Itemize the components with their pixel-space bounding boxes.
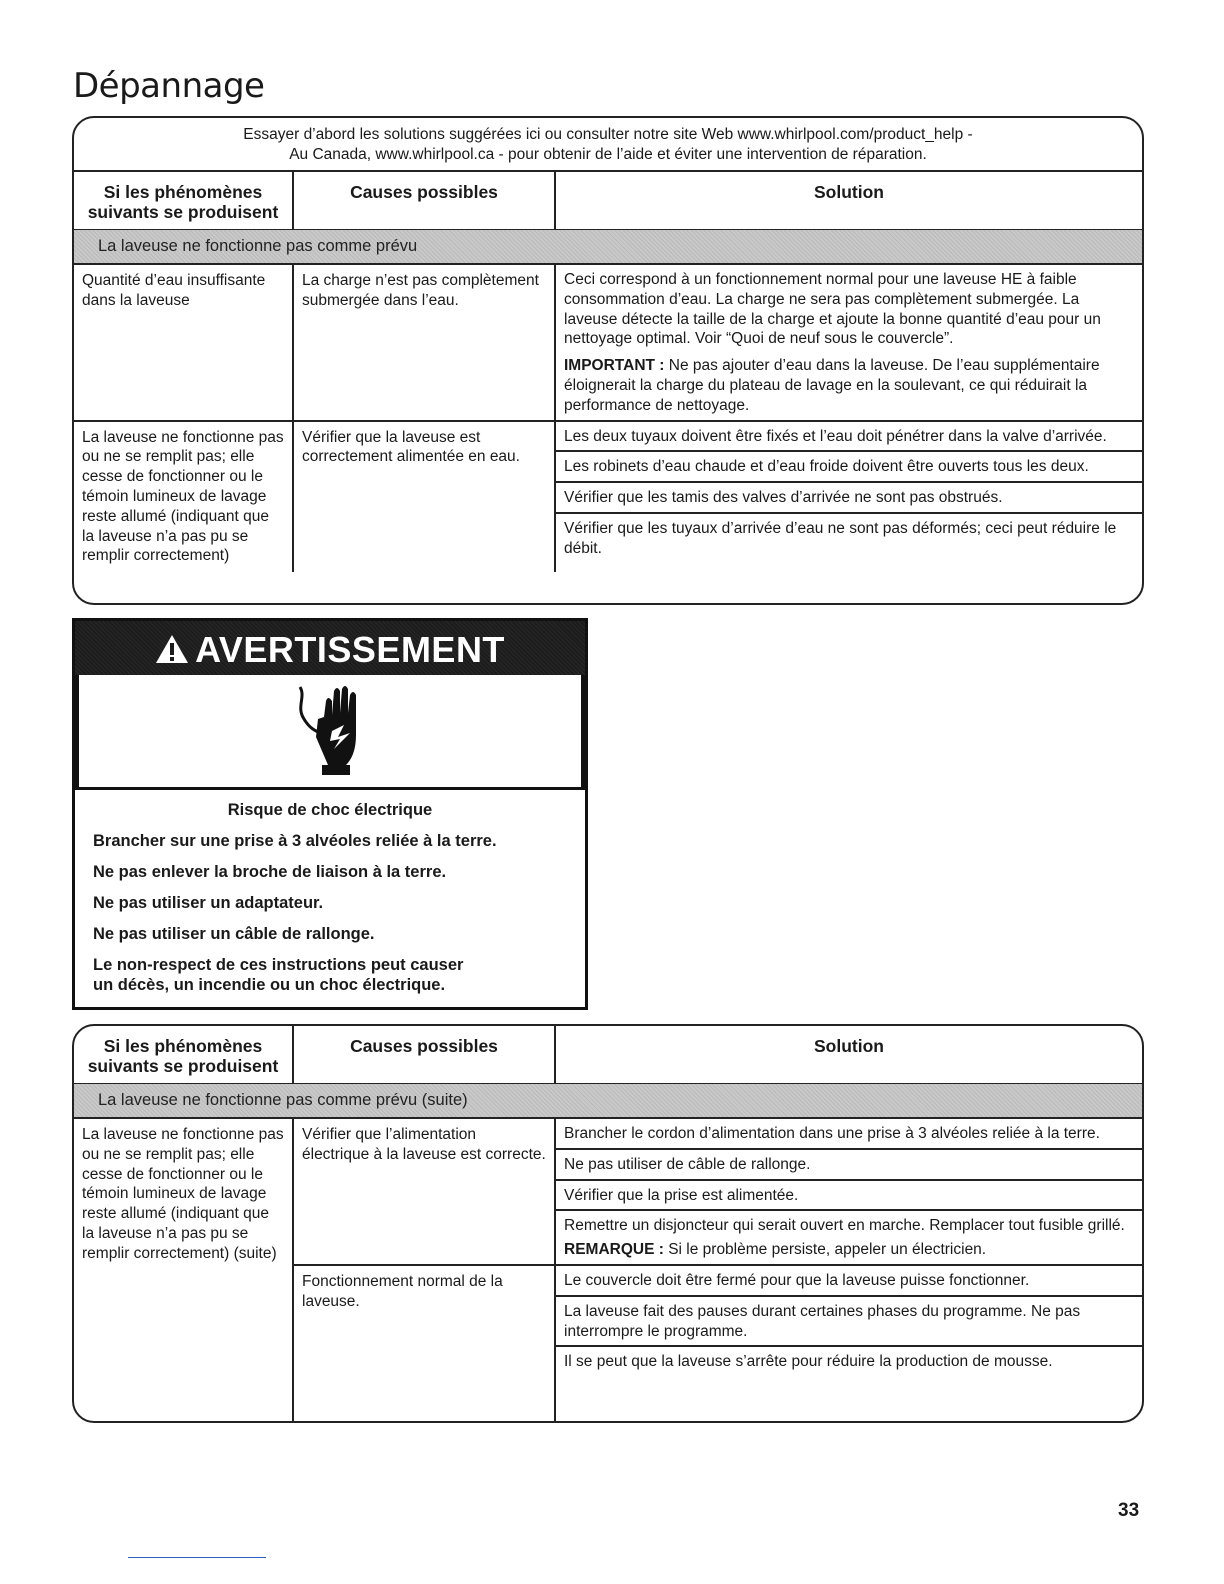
warning-triangle-icon: [155, 623, 189, 681]
solution-item: Vérifier que les tamis des valves d’arrivée ne sont pas obstrués.: [556, 483, 1142, 514]
warning-title: AVERTISSEMENT: [195, 629, 505, 670]
header-causes: Causes possibles: [294, 172, 556, 229]
cause-group: [294, 1266, 1142, 1423]
solution-cell: [556, 1266, 1142, 1423]
table-2-header: [74, 1026, 1142, 1084]
footer-line: [128, 1557, 266, 1558]
cause-cell: Vérifier que la laveuse est correctement alimentée en eau.: [294, 422, 556, 573]
phenomenon-cell: La laveuse ne fonctionne pas ou ne se remplit pas; elle cesse de fonctionner ou le témoin lumineux de lavage reste allumé (indiquant que la laveuse n’a pas pu se remplir correctement) (suite): [74, 1119, 294, 1423]
solution-cell: [556, 1119, 1142, 1264]
cause-group: [294, 1119, 1142, 1266]
remark-text: Si le problème persiste, appeler un électricien.: [663, 1241, 987, 1259]
warning-consequence: [93, 955, 567, 995]
cause-solution-groups: [294, 1119, 1142, 1423]
solution-item: Vérifier que la prise est alimentée.: [556, 1181, 1142, 1212]
solution-paragraph: Ceci correspond à un fonctionnement normal pour une laveuse HE à faible consommation d’eau. La charge ne sera pas complètement submergée. La laveuse détecte la taille de la charge et ajoute la bonne quantité d’eau pour un nettoyage optimal. Voir “Quoi de neuf sous le couvercle”.: [564, 271, 1101, 348]
troubleshooting-table-2: [72, 1024, 1144, 1423]
section-bar: La laveuse ne fonctionne pas comme prévu (suite): [74, 1084, 1142, 1119]
solution-cell: [556, 422, 1142, 573]
solution-item: Les robinets d’eau chaude et d’eau froide doivent être ouverts tous les deux.: [556, 452, 1142, 483]
phenomenon-cell: La laveuse ne fonctionne pas ou ne se remplit pas; elle cesse de fonctionner ou le témoin lumineux de lavage reste allumé (indiquant que la laveuse n’a pas pu se remplir correctement): [74, 422, 294, 573]
warning-box: [72, 618, 588, 1010]
solution-remark: [564, 1240, 1134, 1260]
solution-item: Le couvercle doit être fermé pour que la laveuse puisse fonctionner.: [556, 1266, 1142, 1297]
important-text: Ne pas ajouter d’eau dans la laveuse. De l’eau supplémentaire éloignerait la charge du plateau de lavage en la soulevant, ce qui réduirait la performance de nettoyage.: [564, 357, 1100, 414]
solution-item: Brancher le cordon d’alimentation dans une prise à 3 alvéoles reliée à la terre.: [556, 1119, 1142, 1150]
header-solution: Solution: [814, 182, 884, 202]
important-label: IMPORTANT :: [564, 357, 665, 375]
intro-line-2: Au Canada, www.whirlpool.ca - pour obtenir de l’aide et éviter une intervention de réparation.: [289, 146, 927, 163]
warning-pictogram: [75, 675, 585, 790]
solution-paragraph: Remettre un disjoncteur qui serait ouvert en marche. Remplacer tout fusible grillé.: [564, 1217, 1125, 1235]
cause-cell: Vérifier que l’alimentation électrique à la laveuse est correcte.: [294, 1119, 556, 1264]
solution-item: [556, 265, 1142, 420]
page-number: 33: [1118, 1500, 1140, 1521]
warning-line: Brancher sur une prise à 3 alvéoles reliée à la terre.: [93, 832, 497, 850]
warning-line: Ne pas utiliser un câble de rallonge.: [93, 925, 375, 943]
solution-item: Les deux tuyaux doivent être fixés et l’eau doit pénétrer dans la valve d’arrivée.: [556, 422, 1142, 453]
solution-item: [556, 1211, 1142, 1264]
electric-shock-hand-icon: [292, 679, 368, 784]
header-causes: Causes possibles: [294, 1026, 556, 1083]
table-row: [74, 265, 1142, 422]
section-bar: La laveuse ne fonctionne pas comme prévu: [74, 230, 1142, 265]
solution-cell: [556, 265, 1142, 420]
header-solution: Solution: [814, 1036, 884, 1056]
page-title: Dépannage: [73, 66, 265, 106]
warning-header: [75, 621, 585, 675]
warning-consequence-line-1: Le non-respect de ces instructions peut causer: [93, 956, 464, 974]
solution-important: [564, 356, 1134, 415]
solution-item: Vérifier que les tuyaux d’arrivée d’eau ne sont pas déformés; ceci peut réduire le débit.: [564, 519, 1117, 557]
solution-item: La laveuse fait des pauses durant certaines phases du programme. Ne pas interrompre le programme.: [556, 1297, 1142, 1348]
phenomenon-cell: Quantité d’eau insuffisante dans la laveuse: [74, 265, 294, 420]
table-row: [74, 1119, 1142, 1423]
header-phenomenon: Si les phénomènes suivants se produisent: [74, 1026, 294, 1083]
solution-item: Ne pas utiliser de câble de rallonge.: [556, 1150, 1142, 1181]
cause-cell: La charge n’est pas complètement submergée dans l’eau.: [294, 265, 556, 420]
warning-consequence-line-2: un décès, un incendie ou un choc électrique.: [93, 976, 446, 994]
remark-label: REMARQUE :: [564, 1241, 664, 1259]
cause-cell: Fonctionnement normal de la laveuse.: [294, 1266, 556, 1423]
table-1-header: [74, 172, 1142, 230]
warning-line: Ne pas enlever la broche de liaison à la terre.: [93, 863, 447, 881]
table-row: [74, 422, 1142, 573]
intro-line-1: Essayer d’abord les solutions suggérées ici ou consulter notre site Web www.whirlpool.com/product_help -: [243, 126, 973, 143]
troubleshooting-table-1: [72, 116, 1144, 605]
intro-text: [74, 118, 1142, 172]
warning-heading: Risque de choc électrique: [227, 801, 433, 819]
header-phenomenon: Si les phénomènes suivants se produisent: [74, 172, 294, 229]
solution-item: Il se peut que la laveuse s’arrête pour réduire la production de mousse.: [564, 1353, 1053, 1371]
warning-line: Ne pas utiliser un adaptateur.: [93, 894, 324, 912]
warning-text: [75, 790, 585, 995]
